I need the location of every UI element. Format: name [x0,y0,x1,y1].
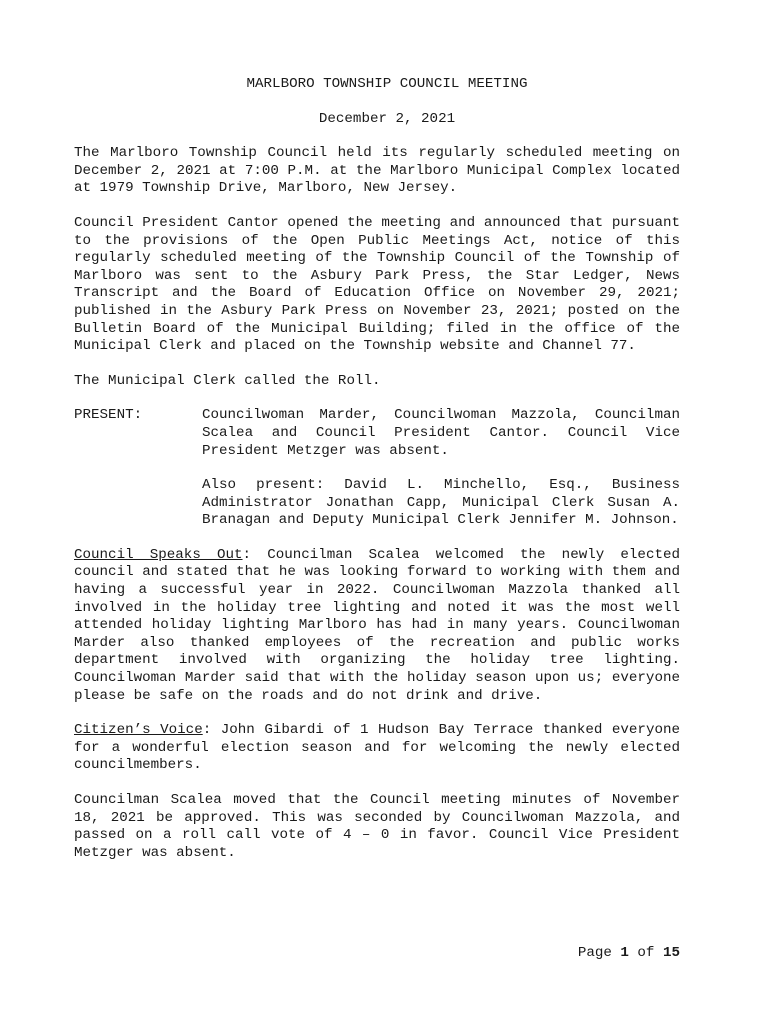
present-members: Councilwoman Marder, Councilwoman Mazzola, Councilman Scalea and Council President Cantor. Council Vice President Metzger was absent. [202,407,680,459]
roll-call-paragraph: The Municipal Clerk called the Roll. [74,372,381,389]
council-speaks-out-paragraph [74,547,680,705]
council-speaks-out-text: : Councilman Scalea welcomed the newly elected council and stated that he was looking forward to working with them and having a successful year in 2022. Councilwoman Mazzola thanked all involved in the holiday tree lighting and noted it was the most well attended holiday lighting Marlboro has had in many years. Councilwoman Marder also thanked employees of the recreation and public works department involved with organizing the holiday tree lighting. Councilwoman Marder said that with the holiday season upon us; everyone please be safe on the roads and do not drink and drive. [74,546,681,704]
present-section [74,407,680,460]
citizens-voice-heading: Citizen’s Voice [74,722,203,739]
intro-paragraph: The Marlboro Township Council held its regularly scheduled meeting on December 2, 2021 at 7:00 P.M. at the Marlboro Municipal Complex located at 1979 Township Drive, Marlboro, New Jersey. [74,145,680,197]
page-number: 1 [620,945,629,961]
page-footer [578,945,680,963]
council-speaks-out-heading: Council Speaks Out [74,546,243,563]
of-word: of [637,945,655,961]
document-title: MARLBORO TOWNSHIP COUNCIL MEETING [246,76,528,92]
also-present: Also present: David L. Minchello, Esq., Business Administrator Jonathan Capp, Municipal Clerk Susan A. Branagan and Deputy Municipal Clerk Jennifer M. Johnson. [202,477,680,529]
meeting-date: December 2, 2021 [318,110,456,127]
opening-paragraph: Council President Cantor opened the meeting and announced that pursuant to the provisions of the Open Public Meetings Act, notice of this regularly scheduled meeting of the Township Council of the Township of Marlboro was sent to the Asbury Park Press, the Star Ledger, News Transcript and the Board of Education Office on November 29, 2021; published in the Asbury Park Press on November 23, 2021; posted on the Bulletin Board of the Municipal Building; filed in the office of the Municipal Clerk and placed on the Township website and Channel 77. [74,214,680,355]
citizens-voice-paragraph [74,722,680,775]
page-word: Page [577,945,612,961]
citizens-voice-text: : John Gibardi of 1 Hudson Bay Terrace thanked everyone for a wonderful election season and for welcoming the newly elected councilmembers. [74,722,680,774]
total-pages: 15 [662,945,680,961]
minutes-approval-paragraph: Councilman Scalea moved that the Council meeting minutes of November 18, 2021 be approved. This was seconded by Councilwoman Mazzola, and passed on a roll call vote of 4 – 0 in favor. Council Vice President Metzger was absent. [74,792,680,861]
present-label: PRESENT: [74,407,143,424]
document-page [74,76,680,862]
